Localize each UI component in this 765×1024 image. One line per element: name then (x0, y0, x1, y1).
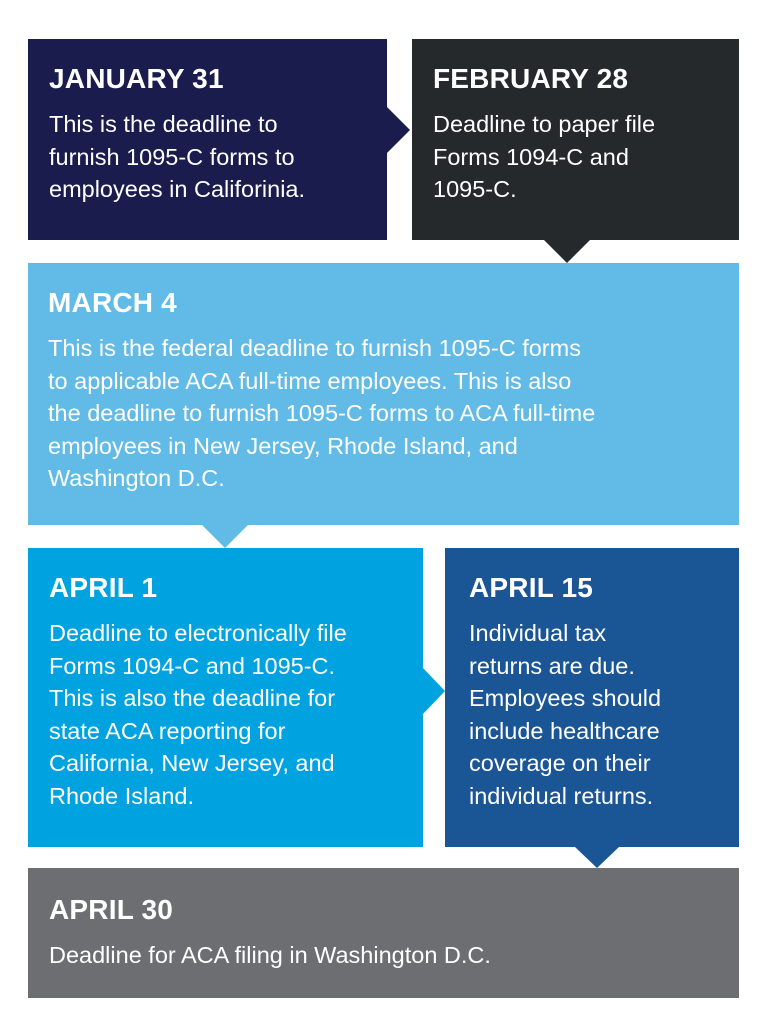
step-march-4 (28, 263, 739, 525)
step-title: APRIL 15 (469, 572, 594, 603)
step-title: MARCH 4 (48, 287, 177, 318)
step-description: Individual tax returns are due. Employees should include healthcare coverage on their individual returns. (469, 620, 662, 809)
step-january-31 (28, 39, 387, 240)
arrow-down-icon (544, 240, 590, 263)
arrow-down-icon (202, 525, 248, 548)
arrow-right-icon (423, 668, 445, 714)
step-title: APRIL 30 (49, 894, 174, 925)
step-description: Deadline for ACA filing in Washington D.C. (49, 942, 491, 968)
step-description: This is the federal deadline to furnish 1095-C forms to applicable ACA full-time employees. This is also the deadline to furnish 1095-C forms to ACA full-time employees in New Jersey, Rhode Island, and Washington D.C. (48, 335, 596, 491)
step-description: Deadline to paper file Forms 1094-C and 1095-C. (433, 111, 656, 202)
step-description: This is the deadline to furnish 1095-C forms to employees in Califorinia. (49, 111, 306, 202)
step-april-30 (28, 868, 739, 998)
arrow-right-icon (387, 107, 410, 153)
step-april-15 (445, 548, 739, 847)
step-description: Deadline to electronically file Forms 1094-C and 1095-C. This is also the deadline for state ACA reporting for California, New Jersey, and Rhode Island. (49, 620, 347, 809)
step-april-1 (28, 548, 423, 847)
step-title: FEBRUARY 28 (433, 63, 629, 94)
arrow-down-icon (575, 847, 619, 868)
step-february-28 (412, 39, 739, 240)
step-title: APRIL 1 (49, 572, 158, 603)
step-title: JANUARY 31 (49, 63, 224, 94)
